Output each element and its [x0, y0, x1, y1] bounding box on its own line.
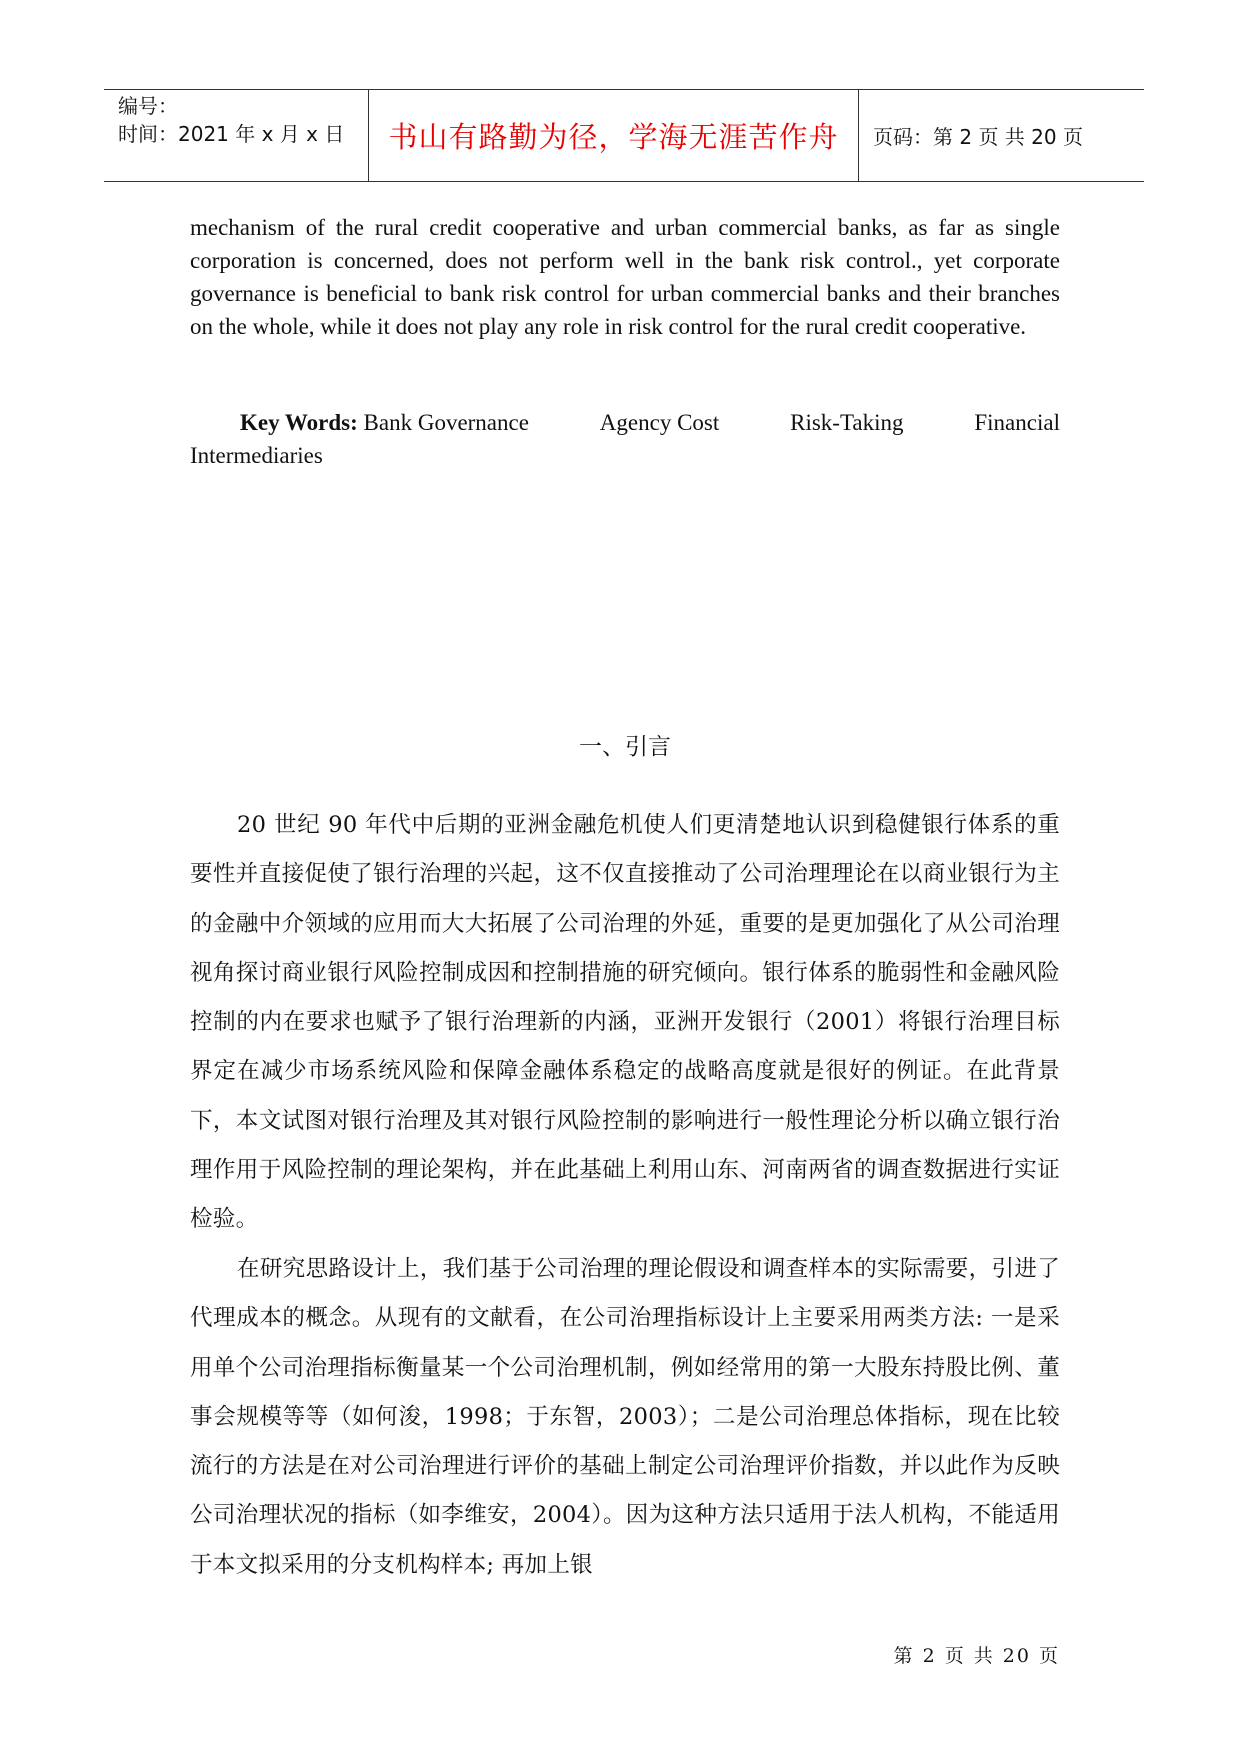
keywords-line: [190, 406, 1060, 439]
section-title: 一、引言: [579, 734, 671, 760]
keywords-label: Key Words:: [240, 410, 358, 435]
header-meta: [104, 90, 369, 181]
keyword-item: Financial: [974, 410, 1060, 435]
header-number-label: 编号：: [118, 94, 178, 118]
keywords-block: [190, 406, 1060, 472]
keyword-item: Agency Cost: [599, 410, 720, 435]
page-footer: 第 2 页 共 20 页: [893, 1645, 1060, 1667]
header-motto: 书山有路勤为径，学海无涯苦作舟: [369, 90, 859, 181]
keyword-item-wrap: Intermediaries: [190, 443, 323, 468]
abstract-continuation: mechanism of the rural credit cooperative and urban commercial banks, as far as single corporation is concerned, does not perform well in the bank risk control., yet corporate governance is beneficial to bank risk control for urban commercial banks and their branches on the whole, while it does not play any role in risk control for the rural credit cooperative.: [190, 215, 1060, 339]
header-page-info: 页码：第 2 页 共 20 页: [873, 125, 1083, 149]
document-header: [104, 89, 1144, 182]
keyword-item: Risk-Taking: [790, 410, 904, 435]
keyword-item: Bank Governance: [363, 410, 529, 435]
body-paragraph: 20 世纪 90 年代中后期的亚洲金融危机使人们更清楚地认识到稳健银行体系的重要性并直接促使了银行治理的兴起，这不仅直接推动了公司治理理论在以商业银行为主的金融中介领域的应用而大大拓展了公司治理的外延，重要的是更加强化了从公司治理视角探讨商业银行风险控制成因和控制措施的研究倾向。银行体系的脆弱性和金融风险控制的内在要求也赋予了银行治理新的内涵，亚洲开发银行（2001）将银行治理目标界定在减少市场系统风险和保障金融体系稳定的战略高度就是很好的例证。在此背景下，本文试图对银行治理及其对银行风险控制的影响进行一般性理论分析以确立银行治理作用于风险控制的理论架构，并在此基础上利用山东、河南两省的调查数据进行实证检验。: [190, 812, 1060, 1233]
header-time-label: 时间：2021 年 x 月 x 日: [118, 122, 345, 146]
body-paragraph: 在研究思路设计上，我们基于公司治理的理论假设和调查样本的实际需要，引进了代理成本的概念。从现有的文献看，在公司治理指标设计上主要采用两类方法: 一是采用单个公司治理指标衡量某一个公司治理机制，例如经常用的第一大股东持股比例、董事会规模等等（如何浚，1998；于东智，2003）；二是公司治理总体指标，现在比较流行的方法是在对公司治理进行评价的基础上制定公司治理评价指数，并以此作为反映公司治理状况的指标（如李维安，2004）。因为这种方法只适用于法人机构，不能适用于本文拟采用的分支机构样本; 再加上银: [190, 1256, 1060, 1578]
